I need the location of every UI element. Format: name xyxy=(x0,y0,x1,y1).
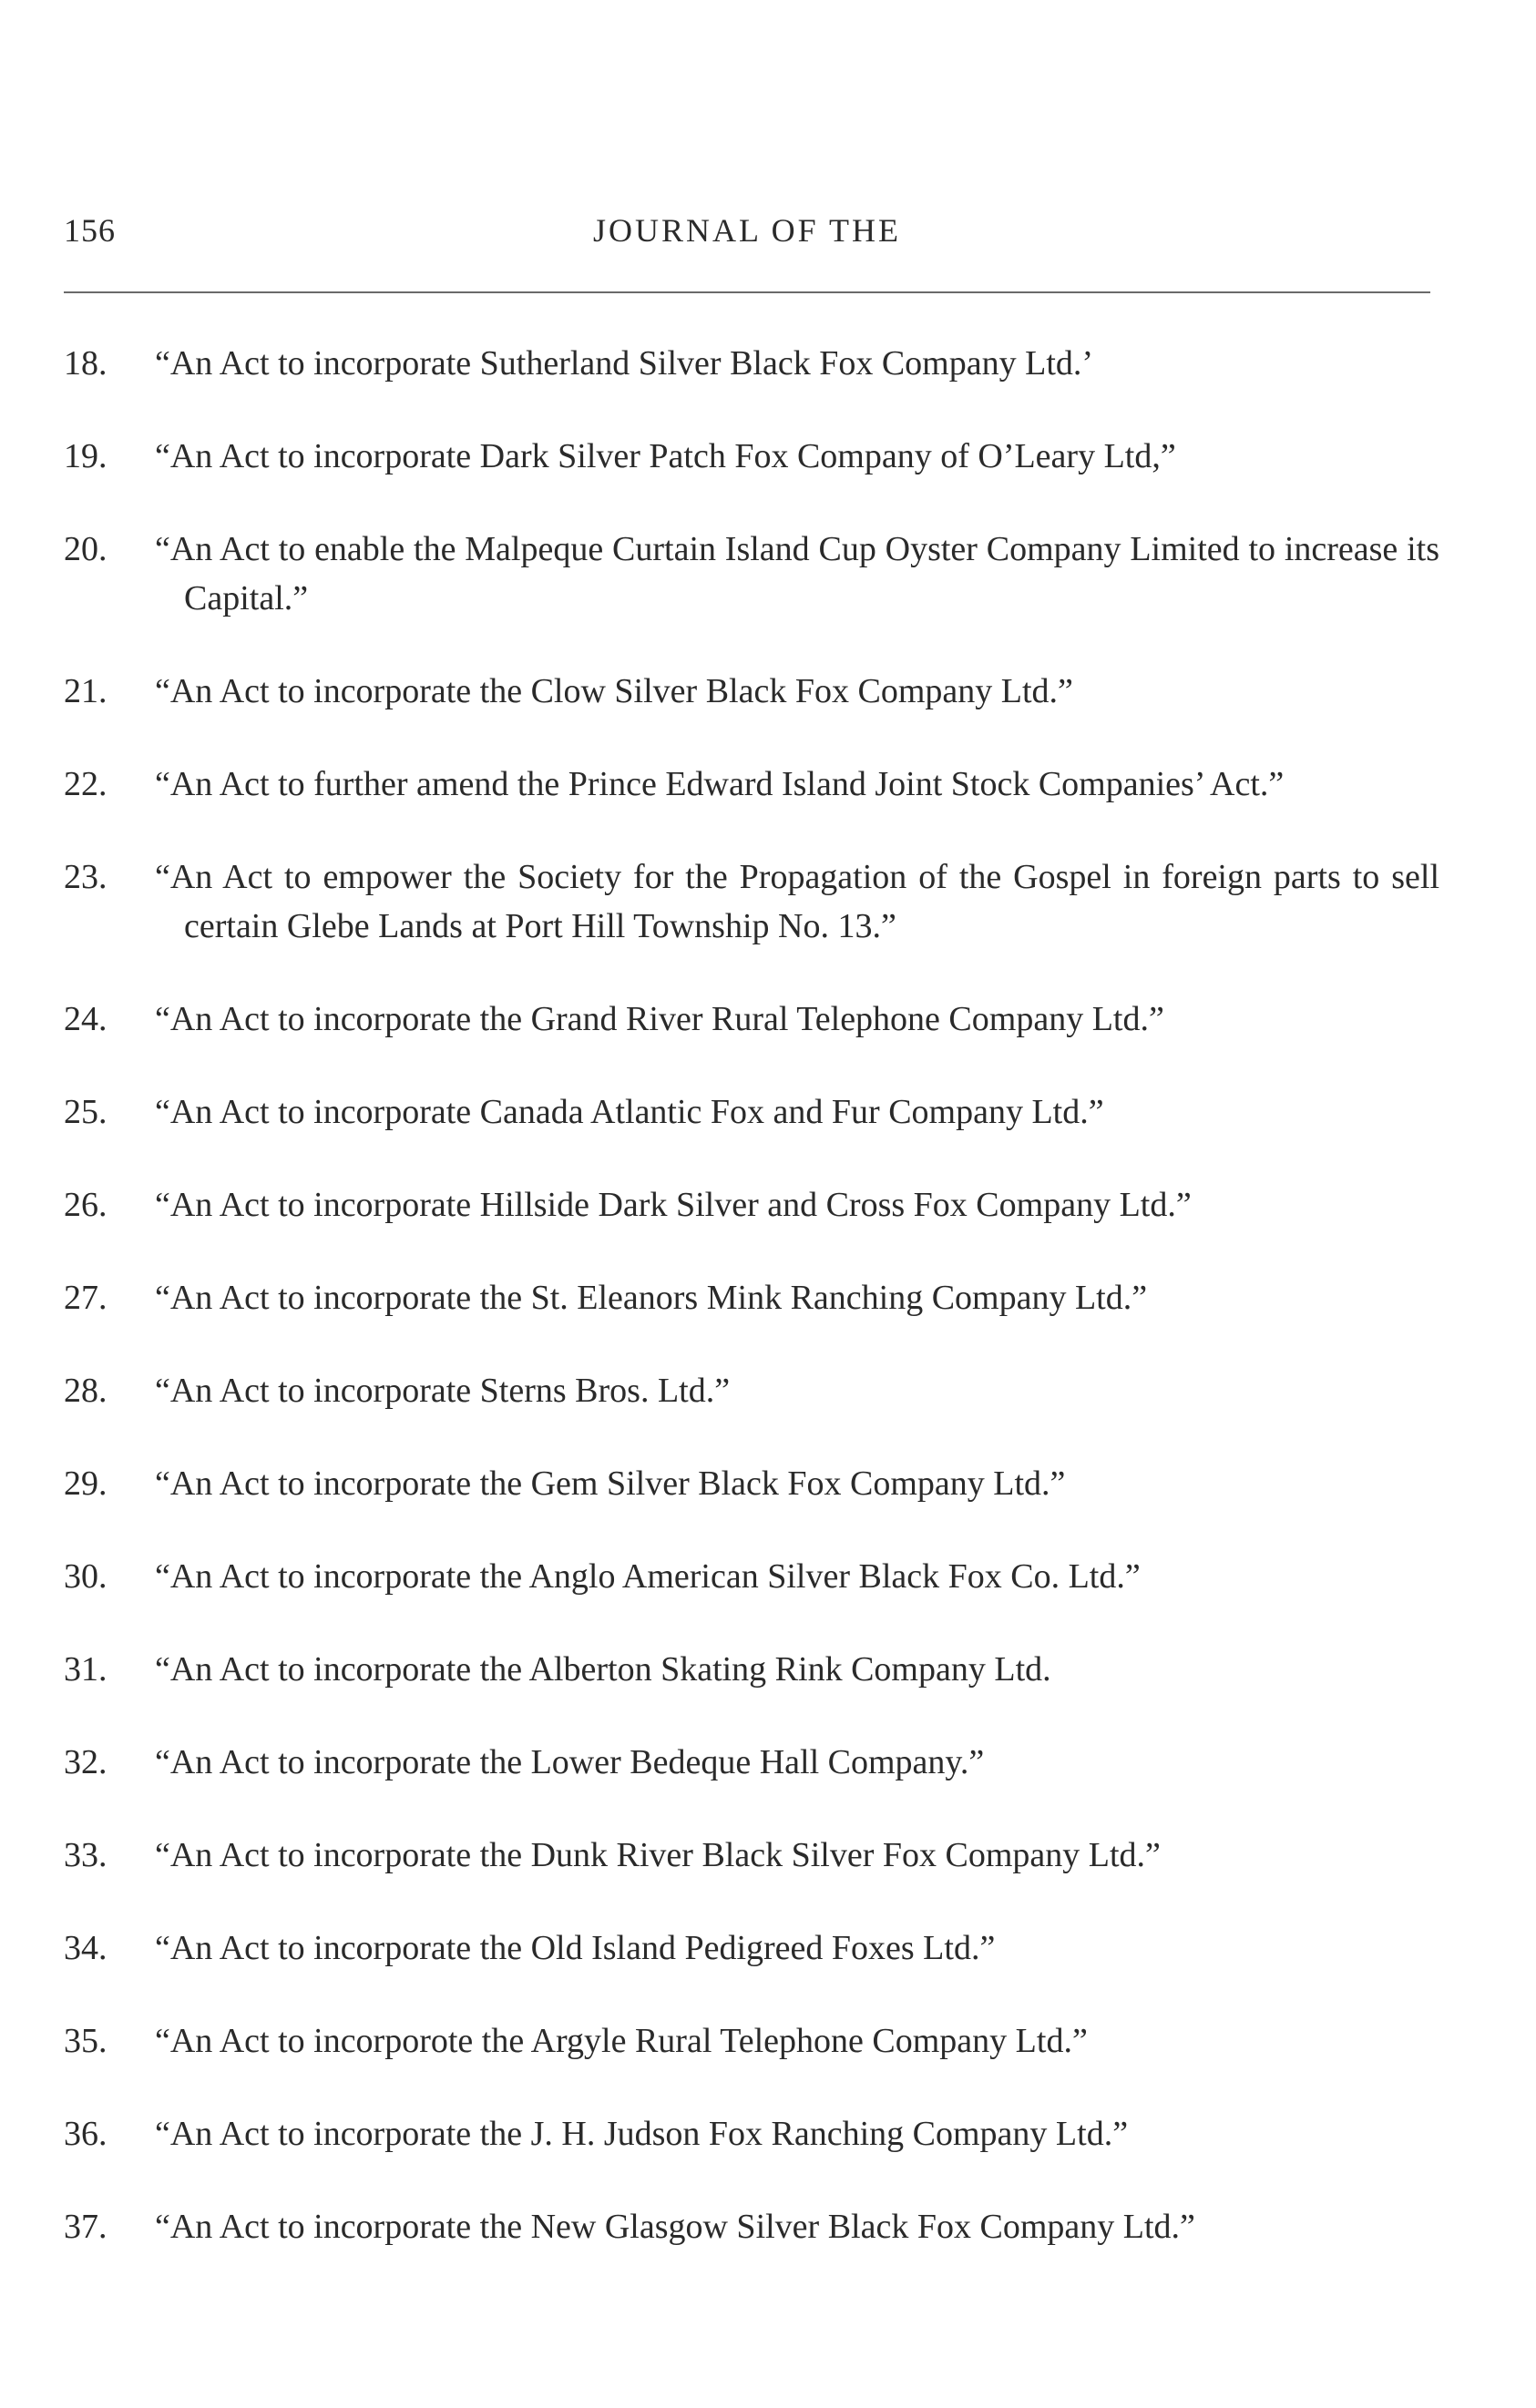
entry-text: “An Act to incorporate the Gem Silver Black Fox Company Ltd.” xyxy=(155,1464,1066,1503)
entry-number: 21. xyxy=(64,672,108,710)
entry-number: 33. xyxy=(64,1836,108,1874)
entry-text: “An Act to incorporate the Alberton Skating Rink Company Ltd. xyxy=(155,1650,1051,1689)
entry-text: “An Act to incorporote the Argyle Rural Telephone Company Ltd.” xyxy=(155,2022,1088,2060)
entry-text: “An Act to incorporate the Dunk River Black Silver Fox Company Ltd.” xyxy=(155,1836,1161,1874)
entry-number: 28. xyxy=(64,1372,108,1410)
list-item xyxy=(64,1087,1439,1137)
entry-text: “An Act to incorporate the Old Island Pedigreed Foxes Ltd.” xyxy=(155,1929,996,1967)
entry-number: 32. xyxy=(64,1743,108,1781)
entry-text: “An Act to further amend the Prince Edward Island Joint Stock Companies’ Act.” xyxy=(155,765,1285,803)
entry-number: 31. xyxy=(64,1650,108,1689)
entry-number: 25. xyxy=(64,1093,108,1131)
list-item xyxy=(64,339,1439,388)
entry-text: “An Act to incorporate the Lower Bedeque Hall Company.” xyxy=(155,1743,985,1781)
list-item xyxy=(64,2202,1439,2251)
entry-text: “An Act to incorporate the J. H. Judson Fox Ranching Company Ltd.” xyxy=(155,2115,1129,2153)
list-item xyxy=(64,1923,1439,1973)
list-item xyxy=(64,760,1439,809)
entry-number: 23. xyxy=(64,858,108,896)
list-item xyxy=(64,995,1439,1044)
page-number: 156 xyxy=(64,212,116,249)
entry-number: 20. xyxy=(64,530,108,568)
entry-number: 29. xyxy=(64,1464,108,1503)
list-item xyxy=(64,1459,1439,1508)
list-item xyxy=(64,667,1439,716)
list-item xyxy=(64,432,1439,481)
entry-text: “An Act to incorporate the Grand River Rural Telephone Company Ltd.” xyxy=(155,1000,1164,1038)
list-item xyxy=(64,1738,1439,1787)
running-title: JOURNAL OF THE xyxy=(592,212,901,249)
entry-text: “An Act to enable the Malpeque Curtain Island Cup Oyster Company Limited to increase its Capital.” xyxy=(155,530,1439,617)
entry-number: 36. xyxy=(64,2115,108,2153)
list-item xyxy=(64,1645,1439,1694)
entry-number: 27. xyxy=(64,1279,108,1317)
entry-number: 34. xyxy=(64,1929,108,1967)
list-item xyxy=(64,1180,1439,1230)
entry-number: 35. xyxy=(64,2022,108,2060)
entry-text: “An Act to incorporate the Anglo American Silver Black Fox Co. Ltd.” xyxy=(155,1557,1141,1596)
list-item xyxy=(64,1366,1439,1415)
list-item xyxy=(64,525,1439,623)
entry-text: “An Act to incorporate Sutherland Silver Black Fox Company Ltd.’ xyxy=(155,344,1094,383)
entry-number: 37. xyxy=(64,2208,108,2246)
entry-text: “An Act to incorporate Dark Silver Patch Fox Company of O’Leary Ltd,” xyxy=(155,437,1176,475)
entry-number: 24. xyxy=(64,1000,108,1038)
entry-text: “An Act to incorporate Sterns Bros. Ltd.” xyxy=(155,1372,731,1410)
entry-text: “An Act to incorporate Hillside Dark Silver and Cross Fox Company Ltd.” xyxy=(155,1186,1192,1224)
list-item xyxy=(64,2016,1439,2066)
header-rule xyxy=(64,291,1430,293)
entry-text: “An Act to empower the Society for the Propagation of the Gospel in foreign parts to sell certain Glebe Lands at Port Hill Township No. 13.” xyxy=(155,858,1439,945)
act-list xyxy=(64,339,1439,2295)
entry-number: 30. xyxy=(64,1557,108,1596)
list-item xyxy=(64,852,1439,951)
entry-number: 18. xyxy=(64,344,108,383)
list-item xyxy=(64,1831,1439,1880)
entry-text: “An Act to incorporate the New Glasgow Silver Black Fox Company Ltd.” xyxy=(155,2208,1195,2246)
list-item xyxy=(64,1273,1439,1322)
entry-number: 22. xyxy=(64,765,108,803)
entry-text: “An Act to incorporate Canada Atlantic Fox and Fur Company Ltd.” xyxy=(155,1093,1104,1131)
entry-number: 19. xyxy=(64,437,108,475)
entry-text: “An Act to incorporate the St. Eleanors Mink Ranching Company Ltd.” xyxy=(155,1279,1148,1317)
entry-text: “An Act to incorporate the Clow Silver Black Fox Company Ltd.” xyxy=(155,672,1073,710)
list-item xyxy=(64,1552,1439,1601)
list-item xyxy=(64,2109,1439,2158)
page-header xyxy=(64,211,1430,266)
entry-number: 26. xyxy=(64,1186,108,1224)
